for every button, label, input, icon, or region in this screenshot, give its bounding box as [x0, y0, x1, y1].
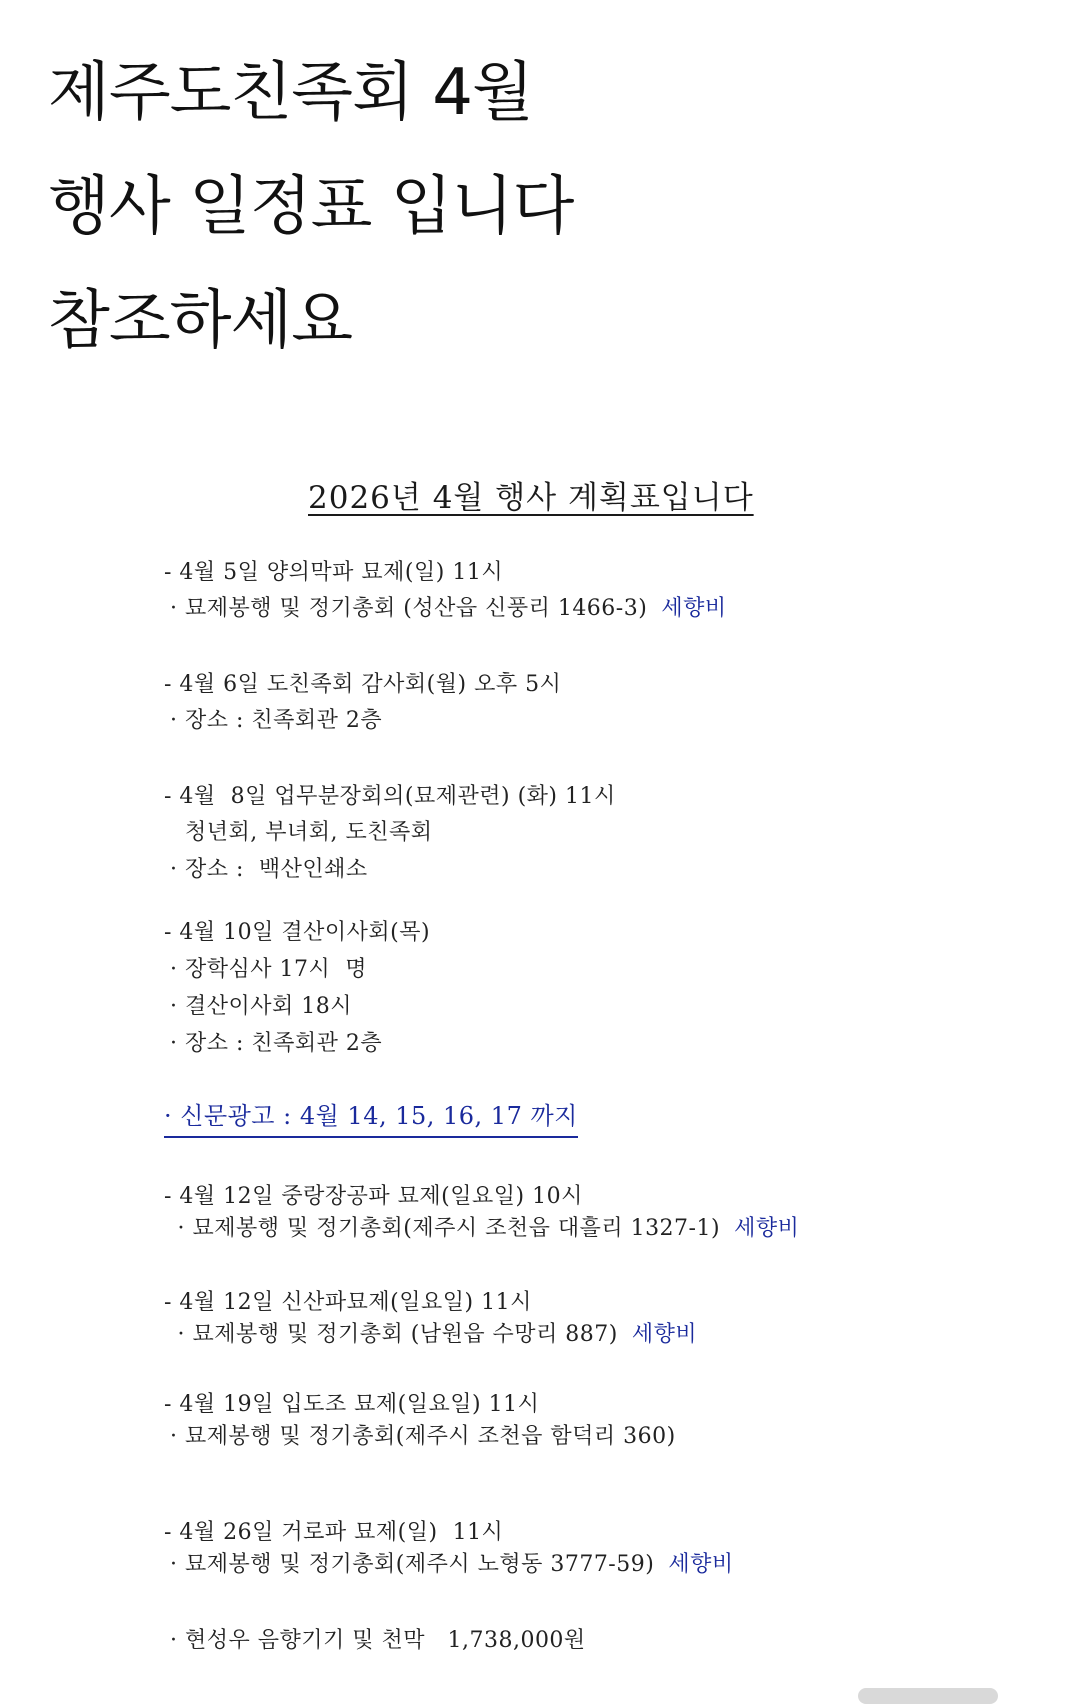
event-2-detail: · 장소 : 친족회관 2층 [170, 708, 383, 733]
event-5-detail [170, 1214, 799, 1244]
event-5-fund-label: 세향비 [734, 1216, 800, 1241]
event-6-detail [170, 1320, 697, 1350]
event-1-heading: - 4월 5일 양의막파 묘제(일) 11시 [164, 560, 504, 585]
event-6-detail-text: · 묘제봉행 및 정기총회 (남원읍 수망리 887) [170, 1322, 618, 1347]
post-line-2: 행사 일정표 입니다 [48, 170, 574, 244]
event-1-detail [170, 594, 727, 624]
event-7-detail: · 묘제봉행 및 정기총회(제주시 조천읍 함덕리 360) [170, 1424, 676, 1449]
event-3-attendees: 청년회, 부녀회, 도친족회 [170, 820, 433, 845]
event-7-heading: - 4월 19일 입도조 묘제(일요일) 11시 [164, 1392, 540, 1417]
event-6-heading: - 4월 12일 신산파묘제(일요일) 11시 [164, 1290, 532, 1315]
post-line-1: 제주도친족회 4월 [48, 56, 533, 130]
event-2-heading: - 4월 6일 도친족회 감사회(월) 오후 5시 [164, 672, 562, 697]
event-5-detail-text: · 묘제봉행 및 정기총회(제주시 조천읍 대흘리 1327-1) [170, 1216, 721, 1241]
document-title: 2026년 4월 행사 계획표입니다 [308, 480, 754, 516]
equipment-cost-line: · 현성우 음향기기 및 천막 1,738,000원 [170, 1628, 586, 1653]
post-line-3: 참조하세요 [48, 284, 353, 358]
scroll-indicator [858, 1688, 998, 1704]
event-1-fund-label: 세향비 [661, 596, 727, 621]
event-5-heading: - 4월 12일 중랑장공파 묘제(일요일) 10시 [164, 1184, 583, 1209]
event-3-heading: - 4월 8일 업무분장회의(묘제관련) (화) 11시 [164, 784, 616, 809]
event-4-detail-2: · 결산이사회 18시 [170, 994, 352, 1019]
newspaper-ad-notice: · 신문광고 : 4월 14, 15, 16, 17 까지 [164, 1100, 578, 1138]
event-4-detail-1: · 장학심사 17시 명 [170, 957, 367, 982]
event-1-detail-text: · 묘제봉행 및 정기총회 (성산읍 신풍리 1466-3) [170, 596, 648, 621]
event-8-fund-label: 세향비 [668, 1552, 734, 1577]
event-8-detail [170, 1550, 734, 1580]
event-4-heading: - 4월 10일 결산이사회(목) [164, 920, 431, 945]
event-8-detail-text: · 묘제봉행 및 정기총회(제주시 노형동 3777-59) [170, 1552, 655, 1577]
event-8-heading: - 4월 26일 거로파 묘제(일) 11시 [164, 1520, 504, 1545]
event-3-location: · 장소 : 백산인쇄소 [170, 857, 368, 882]
event-6-fund-label: 세향비 [631, 1322, 698, 1347]
event-4-location: · 장소 : 친족회관 2층 [170, 1031, 383, 1056]
